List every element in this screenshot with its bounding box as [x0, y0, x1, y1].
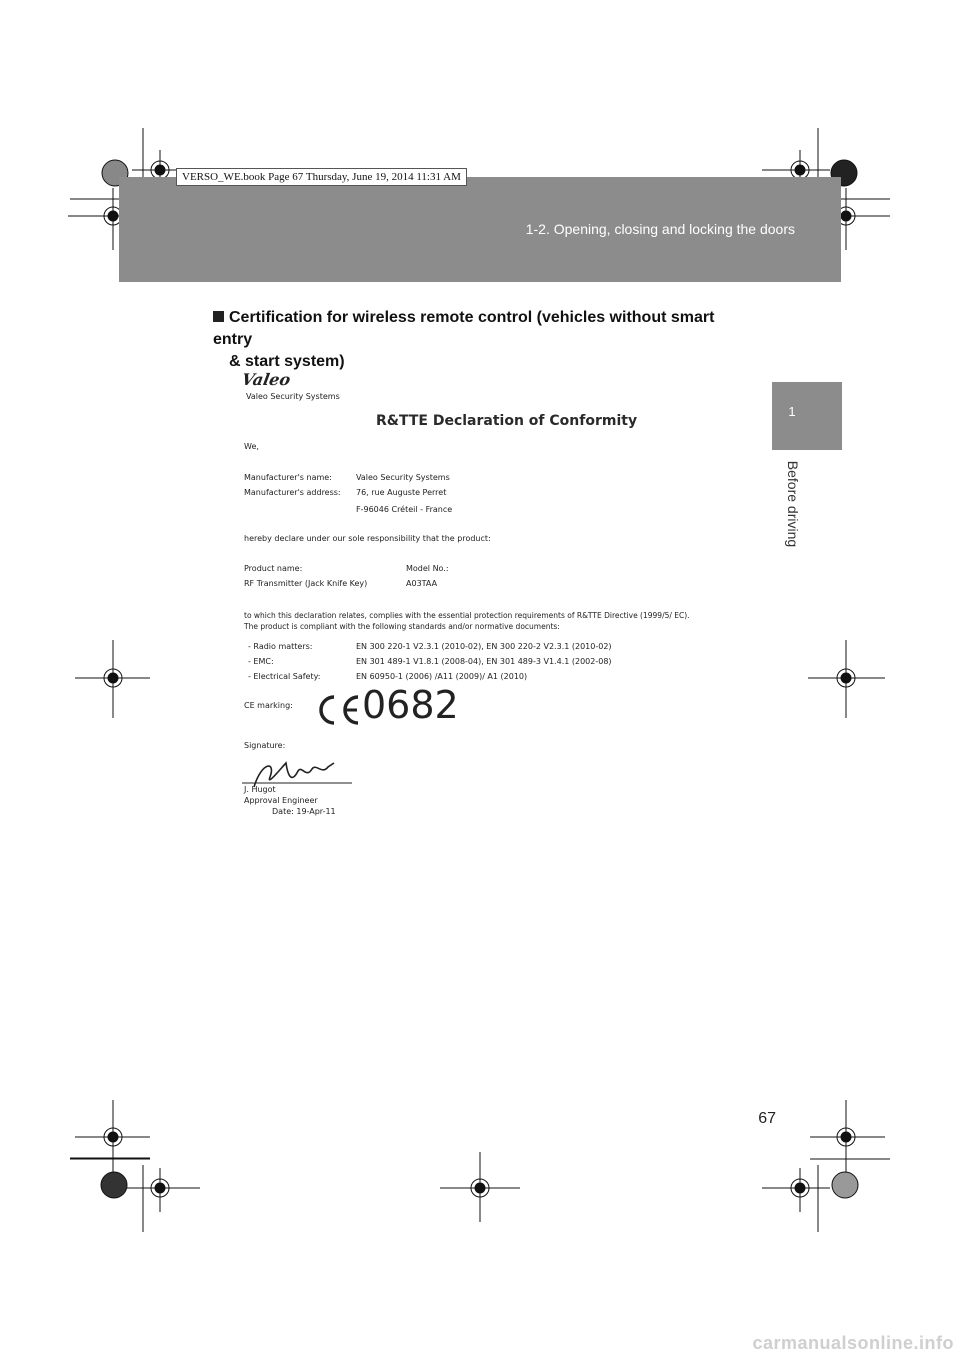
ce-marking-label: CE marking:: [244, 701, 293, 710]
watermark: carmanualsonline.info: [752, 1333, 954, 1353]
relates-line-1: to which this declaration relates, complies with the essential protection requirements of R&TTE Directive (1999/5/ EC).: [244, 611, 690, 620]
standard-label: - Radio matters:: [248, 642, 313, 651]
ce-notified-body-number: 0682: [362, 683, 459, 727]
declaration-of-conformity: [230, 365, 730, 825]
company-name: Valeo Security Systems: [246, 392, 340, 401]
ce-mark-icon: [314, 691, 364, 729]
relates-line-2: The product is compliant with the following standards and/or normative documents:: [244, 622, 560, 631]
heading-line-1: Certification for wireless remote control (vehicles without smart entry: [213, 309, 715, 348]
standard-value: EN 300 220-1 V2.3.1 (2010-02), EN 300 220-2 V2.3.1 (2010-02): [356, 642, 612, 651]
section-heading: [213, 307, 753, 373]
certificate-title: R&TTE Declaration of Conformity: [376, 413, 638, 429]
declaration-statement: hereby declare under our sole responsibility that the product:: [244, 534, 491, 543]
book-stamp: VERSO_WE.book Page 67 Thursday, June 19, 2014 11:31 AM: [176, 168, 467, 186]
signature-date: Date: 19-Apr-11: [272, 807, 336, 816]
manufacturer-address-label: Manufacturer's address:: [244, 488, 341, 497]
page-number: 67: [758, 1110, 776, 1127]
manufacturer-name: Valeo Security Systems: [356, 473, 450, 482]
standard-value: EN 60950-1 (2006) /A11 (2009)/ A1 (2010): [356, 672, 528, 681]
chapter-label: Before driving: [785, 460, 801, 548]
signer-title: Approval Engineer: [244, 796, 318, 805]
we-label: We,: [244, 442, 259, 451]
signature-label: Signature:: [244, 741, 286, 750]
product-name: RF Transmitter (Jack Knife Key): [244, 579, 368, 588]
signer-name: J. Hugot: [244, 785, 276, 794]
standard-value: EN 301 489-1 V1.8.1 (2008-04), EN 301 489-3 V1.4.1 (2002-08): [356, 657, 612, 666]
address-line-2: F-96046 Créteil - France: [356, 505, 453, 514]
valeo-logo: Valeo: [240, 370, 292, 389]
address-line-1: 76, rue Auguste Perret: [356, 488, 447, 497]
section-title: 1-2. Opening, closing and locking the doors: [525, 221, 795, 237]
model-no: A03TAA: [406, 579, 438, 588]
standard-label: - EMC:: [248, 657, 274, 666]
heading-line-2: & start system): [229, 353, 345, 370]
chapter-number: 1: [788, 404, 796, 419]
model-no-label: Model No.:: [406, 564, 449, 573]
manufacturer-name-label: Manufacturer's name:: [244, 473, 332, 482]
product-name-label: Product name:: [244, 564, 303, 573]
standard-label: - Electrical Safety:: [248, 672, 321, 681]
square-bullet-icon: [213, 311, 224, 322]
